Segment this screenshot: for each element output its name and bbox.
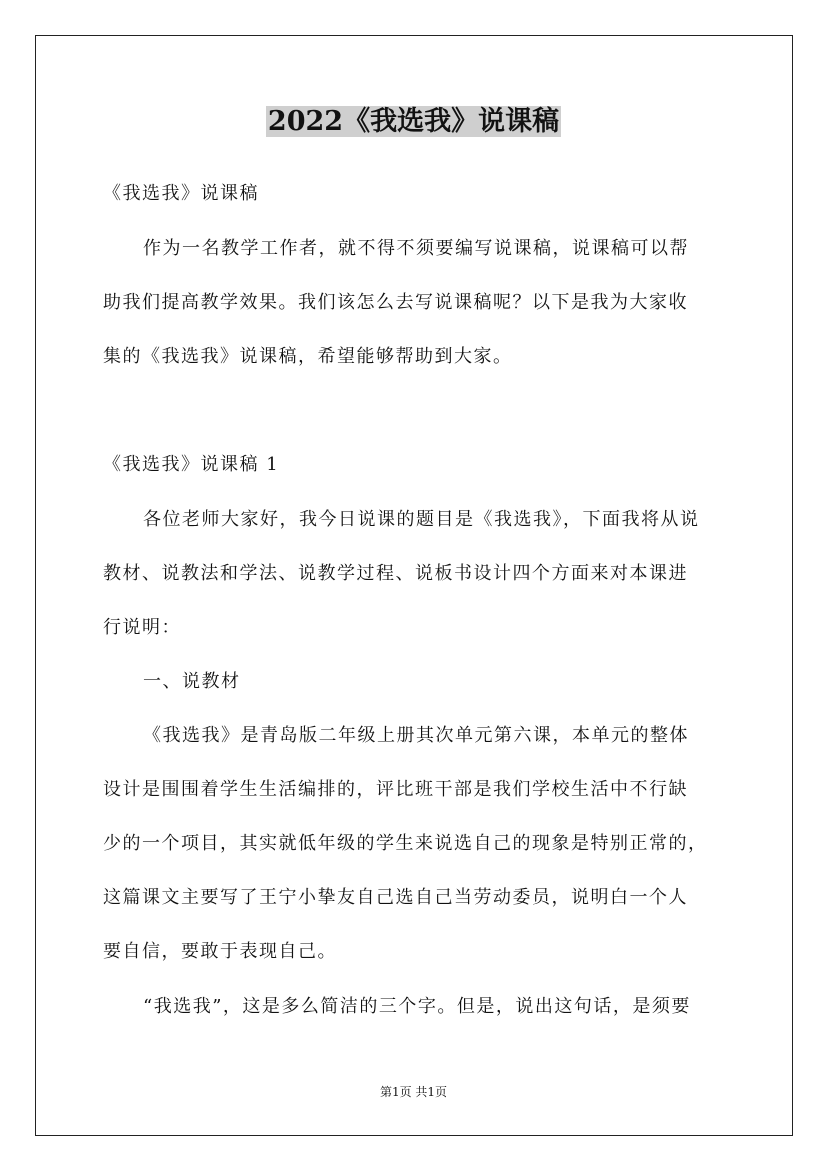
subtitle-line: 《我选我》说课稿: [103, 183, 259, 204]
paragraph-line: 作为一名教学工作者，就不得不须要编写说课稿，说课稿可以帮: [143, 238, 689, 259]
paragraph-line: 设计是围围着学生生活编排的，评比班干部是我们学校生活中不行缺: [103, 779, 688, 800]
section-heading: 《我选我》说课稿 1: [103, 454, 280, 475]
document-title-text: 2022《我选我》说课稿: [267, 106, 560, 137]
paragraph-line: 助我们提高教学效果。我们该怎么去写说课稿呢？以下是我为大家收: [103, 292, 688, 313]
document-title: [0, 103, 827, 141]
paragraph-line: 《我选我》是青岛版二年级上册其次单元第六课，本单元的整体: [143, 725, 689, 746]
paragraph-line: 行说明：: [103, 617, 181, 638]
page-footer: 第1页 共1页: [379, 1085, 448, 1099]
subsection-heading: 一、说教材: [143, 671, 241, 692]
paragraph-line: “我选我”，这是多么简洁的三个字。但是，说出这句话，是须要: [143, 996, 691, 1017]
paragraph-line: 教材、说教法和学法、说教学过程、说板书设计四个方面来对本课进: [103, 563, 688, 584]
paragraph-line: 集的《我选我》说课稿，希望能够帮助到大家。: [103, 346, 513, 367]
paragraph-line: 各位老师大家好，我今日说课的题目是《我选我》，下面我将从说: [143, 509, 700, 530]
paragraph-line: 少的一个项目，其实就低年级的学生来说选自己的现象是特别正常的，: [103, 833, 708, 854]
paragraph-line: 要自信，要敢于表现自己。: [103, 941, 337, 962]
paragraph-line: 这篇课文主要写了王宁小挚友自己选自己当劳动委员，说明白一个人: [103, 887, 688, 908]
